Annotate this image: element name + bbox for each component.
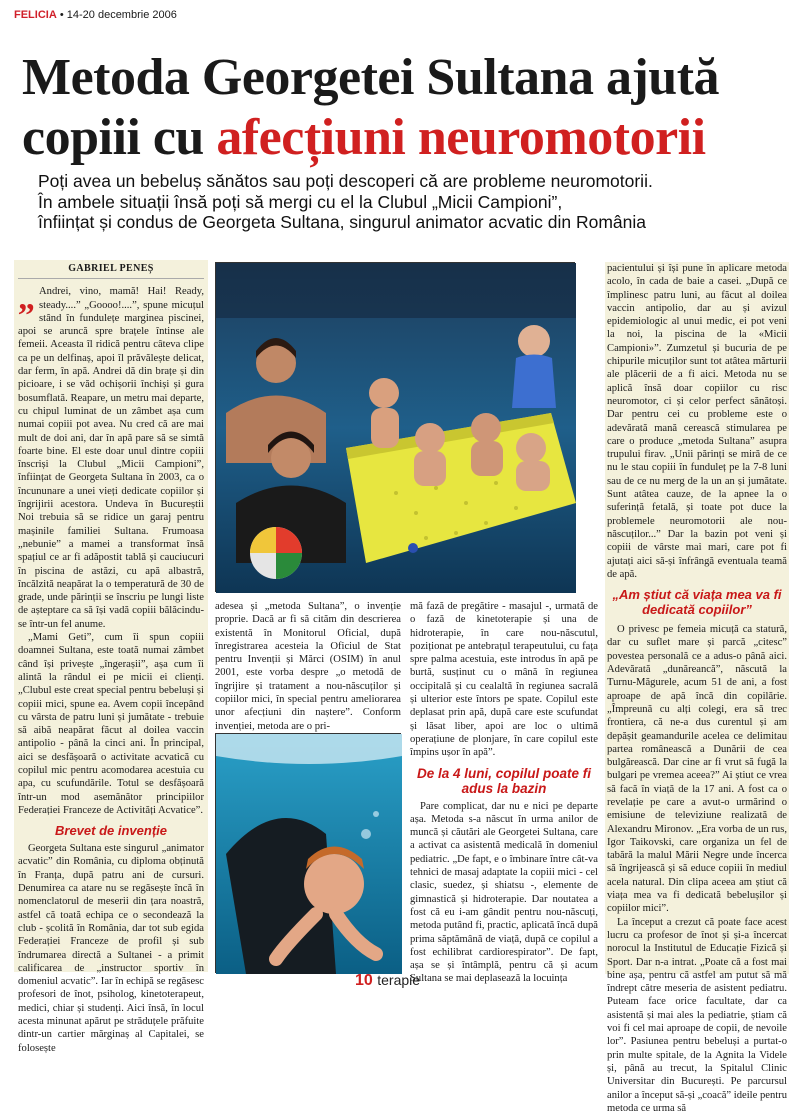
headline-line2 — [22, 108, 792, 168]
col1-paragraph-1: Andrei, vino, mamă! Hai! Ready, steady....” „Goooo!....”, spune micuțul stând în fundulețe marginea piscinei, apoi se aruncă spre brațele întinse ale femeii. Aceasta îl ridică pentru câteva clipe ca pe un delfinaș, apoi îl prăvălește delicat, dar ferm, în apă. Andrei dă din brațe și din picioare, i se văd ochișorii închiși și gura bosumflată. Reapare, un metru mai departe, cu chipul luminat de un zâmbet așa cum numai copiii pot avea. Nu cred că are mai mult de doi ani, dar în apă pare să se simtă foarte bine. El este doar unul dintre copiii înscriși la Clubul „Micii Campioni”, înființat de Georgeta Sultana în 2003, ca o încununare a unei vieți dedicate copiilor și îngrijirii acestora. Undeva în Bucureștii Noi trebuia să se ridice un garaj pentru mașinile familiei Sultana. Frumoasa „nebunie” a mamei a transformat însă spațiul ce ar fi adăpostit tablă și cauciucuri în piscina de astăzi, cu apă albastră, încălzită neapărat la o temperatură de 30 de grade, unde părinții se înscriu pe lungi liste de așteptare ca să își vadă copiii bălăcindu-se într-un fel anume. — [18, 286, 204, 630]
diving-child-illustration — [216, 734, 402, 974]
col3-paragraph-1: mă fază de pregătire - masajul -, urmată de o fază de kinetoterapie și una de hidroterapie, în care nou-născutul, poziționat pe antebrațul terapeutului, cu fața spre palma acestuia, este introdus în apă pe burtă, susținut cu o mână în regiunea occipitală și cu cealaltă în regiunea sacrală și ulterior este întors pe spate. Copilul este deplasat prin apă, după care este scufundat și lăsat liber, apoi are loc o ultimă operațiune de plonjare, în care copilul este împins ușor în apă”. — [410, 601, 598, 759]
col1-subheading: Brevet de invenție — [55, 823, 167, 839]
col1-paragraph-2: „Mami Geti”, cum îi spun copiii doamnei Sultana, este toată numai zâmbet când își privește „îngerașii”, așa cum îi alintă la rândul ei pe micii ei clienți. „Clubul este creat special pentru bebeluși și copiii mici, spune ea. Avem copii începând cu vârsta de patru luni și jumătate - trebuie să aibă neapărat făcut al doilea vaccin antipolio - până la cinci ani. În principal, aici se desfășoară o activitate acvatică cu copilul mic pentru acomodarea acestuia cu apa, cu scufundările. Totul se desfășoară într-un mod asemănător principiilor Federației Franceze de Activități Acvatice”. — [18, 632, 204, 816]
col2-paragraph-1: adesea și „metoda Sultana”, o invenție proprie. Dacă ar fi să cităm din descrierea existentă în Monitorul Oficial, după înregistrarea acesteia la Oficiul de Stat pentru Invenții și Mărci (OSIM) în anul 2001, este vorba despre „o metodă de îngrijire și tratament a nou-născuților și copiilor mici, în special pentru ameliorarea unor afecțiuni din naștere”. Conform invenției, metoda are o pri- — [215, 601, 401, 732]
column-3 — [410, 600, 598, 986]
subtitle-line1: Poți avea un bebeluș sănătos sau poți descoperi că are probleme neuromotorii. — [38, 171, 653, 191]
col4-paragraph-1: pacientului și își pune în aplicare metoda acolo, în cada de baie a casei. „După ce împlinesc patru luni, au făcut al doilea vaccin antipolio, dar au și avizul epidemiologic al unui medic, ei pot veni la noi, la piscina de la «Micii Campioni»”. Zumzetul și bucuria de pe chipurile micuților sunt tot atâtea mărturii ale plăcerii de a fi aici. Metoda nu se aplică însă doar copiilor cu risc neuromotor, ci și celor perfect sănătoși. Dar pentru cei cu probleme este o adevărată mană cerească stimularea pe care o produce „metoda Sultana” asupra trupului firav. „Unii părinți se miră de ce nu le stau copiii în funduleț pe la 7-8 luni sau de ce nu merg de la un an și jumătate. Sunt atâtea cauze, de la apnee la o suferință fetală, și toate pot duce la problemele neuromotorii ale nou-născuților...” Dar la bazin pot veni și copiii de vârste mai mari, care pot fi ajutați aici să-și înfrângă eventuala teamă de apă. — [607, 263, 787, 580]
quote-mark-icon: „ — [18, 280, 35, 318]
headline-highlight: afecțiuni neuromotorii — [216, 109, 706, 166]
pool-group-photo — [215, 262, 575, 592]
headline-part2: copiii cu — [22, 109, 204, 166]
headline — [22, 48, 792, 168]
page-footer — [355, 972, 420, 990]
subtitle-line3: înființat și condus de Georgeta Sultana, singurul animator acvatic din România — [38, 212, 646, 232]
headline-line1: Metoda Georgetei Sultana ajută — [22, 49, 720, 106]
col3-paragraph-2: Pare complicat, dar nu e nici pe departe așa. Metoda s-a născut în urma anilor de muncă și căutări ale Georgetei Sultana, care a activat ca asistentă medicală în domeniul pediatric. „De fapt, e o îmbinare între cât-va tehnici de masaj adaptate la copiii mici - cel clasic, suedez, și shiatsu -, elemente de gimnastică și hidroterapie. Dar noutatea a fost că eu i-am gândit pentru nou-născuți, metoda putând fi, practic, aplicată încă după prima săptămână de viață, după ce copilul a fost echilibrat cardiorespirator”. De fapt, așa se și întâmplă, pentru că și acum Sultana se mai deplasează la locuința — [410, 800, 598, 985]
column-4 — [605, 262, 789, 1114]
subtitle — [38, 171, 788, 233]
col4-paragraph-2: O privesc pe femeia micuță ca statură, dar cu suflet mare și parcă „citesc” povestea personală ce a adus-o până aici. Adevărată „dunăreancă”, născută la Turnu-Măgurele, acum 51 de ani, a fost aproape de apă încă din copilărie. „Împreună cu alți colegi, era să trec frontiera, că ne-a dus curentul și am depășit geamandurile acelea ce delimitau partea românească a Dunării de cea bulgărească. Dar cine ar fi vrut să fugă la bulgari pe vremea aceea?” Ai știut ce vrea să facă în viață de la 17 ani. A fost ca o revelație pe care a avut-o urmărind o emisiune de televiziune realizată de Alexandru Mironov. „Era vorba de un rus, Igor Taikovski, care organiza un fel de tabără la malul Mării Negre unde încerca să îngrijească și să educe copiii în mediul acela natural. Din clipa aceea am știut că viața mea va fi dedicată bebelușilor și copiilor mici”. — [607, 624, 787, 915]
header-separator: • — [59, 9, 64, 21]
byline: GABRIEL PENEȘ — [18, 260, 204, 279]
magazine-name: FELICIA — [14, 9, 57, 21]
page-number: 10 — [355, 972, 373, 989]
col1-paragraph-3: Georgeta Sultana este singurul „animator acvatic” din România, cu diploma obținută în Franța, după patru ani de cursuri. Denumirea ca atare nu se regăsește încă în nomenclatorul de meserii din țara noastră, astfel că toată echipa ce o secondează la club - școlită în România, dar tot sub egida Federației Franceze de profil și sub îndrumarea directă a Sultanei - a primit calificarea de „instructor sportiv în domeniul acvatic”. Iar în echipă se regăsesc profesori de înot, psiholog, kinetoterapeut, medici, chiar și studenți. Aici însă, în locul acesta minunat apărut pe străduțele prăfuite dintr-un cartier mărginaș al Capitalei, se folosește — [18, 843, 204, 1054]
page-header — [14, 8, 177, 22]
column-1 — [14, 260, 208, 1054]
col4-subheading: „Am știut că viața mea va fi dedicată copiilor” — [612, 587, 782, 618]
subtitle-line2: În ambele situații însă poți să mergi cu el la Clubul „Micii Campioni”, — [38, 191, 563, 212]
column-2 — [215, 600, 401, 733]
issue-date: 14-20 decembrie 2006 — [66, 9, 177, 21]
col4-paragraph-3: La început a crezut că poate face acest lucru ca profesor de înot și și-a încercat norocul la Institutul de Educație Fizică și Sport. Dar n-a intrat. „Poate că a fost mai bine așa, pentru că astfel am putut să mă îndrept către meseria de asistent pediatru. Puteam face orice facultate, dar ca asistentă și mai ales la pediatrie, știam că voi fi cel mai aproape de copii, de nevoile lor”. Pasiunea pentru bebeluși a purtat-o prin multe spitale, de la Agnita la Videle și, până au trecut, la Spitalul Clinic Universitar din București. Pe parcursul anilor a început să-și „coacă” ideile pentru metoda ce urma să — [607, 916, 788, 1114]
section-name: terapie — [377, 972, 421, 988]
col3-subheading: De la 4 luni, copilul poate fi adus la bazin — [416, 765, 592, 796]
diving-child-photo — [215, 733, 401, 973]
pool-group-illustration — [216, 263, 576, 593]
